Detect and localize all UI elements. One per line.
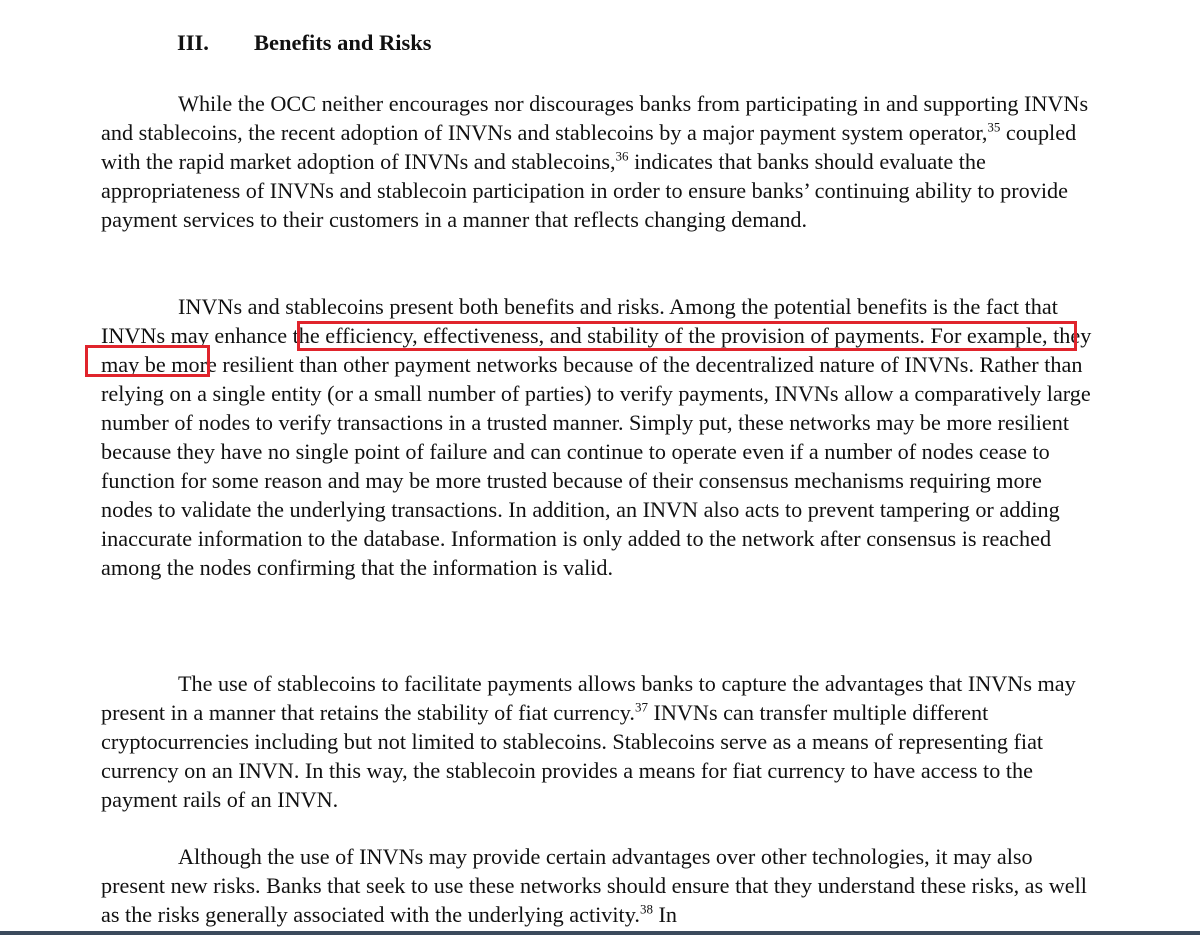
- paragraph-1-text-c: indicates that banks should evaluate the appropriateness of INVNs and stablecoin participation in order to ensure banks’ continuing ability to provide payment services to their customers in a manner that reflects changing demand.: [101, 149, 1068, 232]
- paragraph-1-text-b: coupled with the rapid market adoption of INVNs and stablecoins,: [101, 120, 1077, 174]
- bottom-divider: [0, 931, 1200, 935]
- highlighted-phrase: may enhance the efficiency, effectiveness, and stability of the provision of payments.: [170, 323, 925, 348]
- footnote-ref-38[interactable]: 38: [639, 901, 653, 917]
- footnote-ref-37[interactable]: 37: [634, 699, 648, 715]
- paragraph-3-text-a: The use of stablecoins to facilitate payments allows banks to capture the advantages that INVNs may present in a manner that retains the stability of fiat currency.: [101, 671, 1076, 725]
- section-title: Benefits and Risks: [254, 30, 432, 55]
- paragraph-3-text-b: INVNs can transfer multiple different cryptocurrencies including but not limited to stablecoins. Stablecoins serve as a means of representing fiat currency on an INVN. In this way, the stablecoin provides a means for fiat currency to have access to the payment rails of an INVN.: [101, 700, 1044, 812]
- paragraph-2-text-a: INVNs and stablecoins present both benefits and risks. Among the potential benefits is the fact that INVNs: [101, 294, 1058, 348]
- footnote-ref-35[interactable]: 35: [987, 119, 1001, 135]
- paragraph-2-text-b: For example, they may be more resilient than other payment networks because of the decentralized nature of INVNs. Rather than relying on a single entity (or a small number of parties) to verify payments, INVNs allow a comparatively large number of nodes to verify transactions in a trusted manner. Simply put, these networks may be more resilient because they have no single point of failure and can continue to operate even if a number of nodes cease to function for some reason and may be more trusted because of their consensus mechanisms requiring more nodes to validate the underlying transactions. In addition, an INVN also acts to prevent tampering or adding inaccurate information to the database. Information is only added to the network after consensus is reached among the nodes confirming that the information is valid.: [101, 323, 1092, 580]
- paragraph-1: [101, 89, 1096, 234]
- section-heading: [177, 28, 432, 57]
- footnote-ref-36[interactable]: 36: [615, 148, 629, 164]
- paragraph-4: [101, 842, 1096, 929]
- paragraph-3: [101, 669, 1096, 814]
- paragraph-1-text-a: While the OCC neither encourages nor discourages banks from participating in and supporting INVNs and stablecoins, the recent adoption of INVNs and stablecoins by a major payment system operator,: [101, 91, 1089, 145]
- section-number: III.: [177, 30, 209, 55]
- paragraph-4-text-a: Although the use of INVNs may provide certain advantages over other technologies, it may also present new risks. Banks that seek to use these networks should ensure that they understand these risks, as well as the risks generally associated with the underlying activity.: [101, 844, 1087, 927]
- paragraph-2: [101, 292, 1096, 582]
- paragraph-4-text-b: In: [652, 902, 677, 927]
